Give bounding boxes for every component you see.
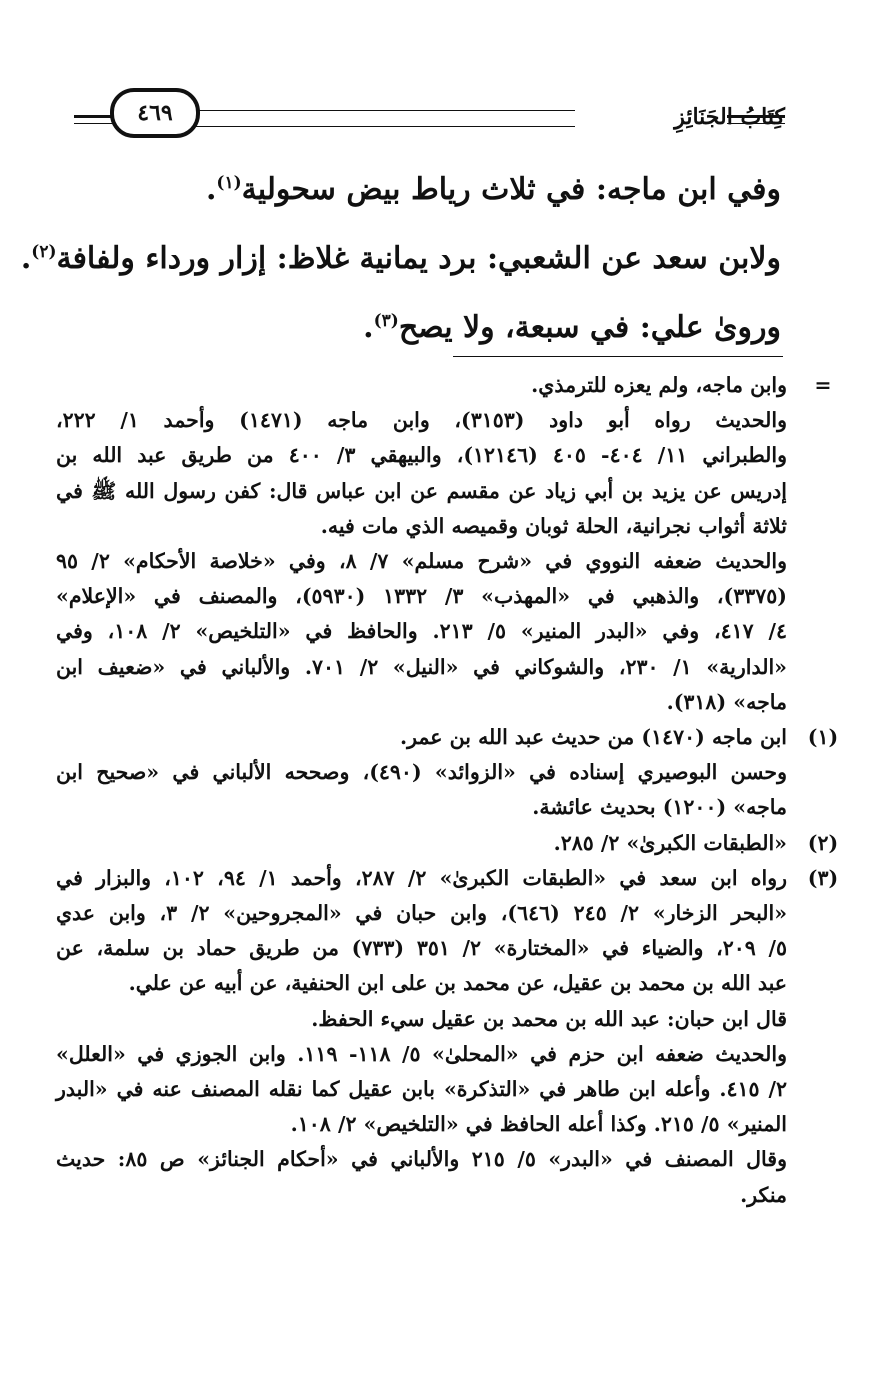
footnote-line [56,755,787,790]
footnote-text: والطبراني ١١/ ٤٠٤- ٤٠٥ (١٢١٤٦)، والبيهقي ٣/ ٤٠٠ من طريق عبد الله بن [56,443,787,468]
running-title: كِتَابُ الجَنَائِزِ [674,104,785,130]
footnote-line [56,1107,787,1142]
footnote-line [56,1142,787,1177]
footnote-text: ٤/ ٤١٧، وفي «البدر المنير» ٥/ ٢١٣. والحافظ في «التلخيص» ٢/ ١٠٨، وفي [56,619,788,644]
footnote-line [56,790,787,825]
footnote-line [56,685,787,720]
main-line-end: . [363,310,374,345]
footnote-text: المنير» ٥/ ٢١٥. وكذا أعله الحافظ في «التلخيص» ٢/ ١٠٨. [290,1112,787,1137]
footnote-marker: (١) [807,725,839,750]
footnote-line [56,1002,787,1037]
footnote-line [56,826,839,861]
footnote-line [56,720,839,755]
footnote-line [56,368,832,403]
header-rule-middle-lower [195,126,575,127]
footnote-text: (٣٣٧٥)، والذهبي في «المهذب» ٣/ ١٣٣٢ (٥٩٣٠)، والمصنف في «الإعلام» [56,584,787,609]
footnote-line [56,1037,787,1072]
footnote-text: ٥/ ٢٠٩، والضياء في «المختارة» ٢/ ٣٥١ (٧٣٣) من طريق حماد بن سلمة، عن [56,936,788,961]
main-line [60,290,781,359]
footnote-reference: (٢) [31,242,57,262]
footnote-text: إدريس عن يزيد بن أبي زياد عن مقسم عن ابن عباس قال: كفن رسول الله ﷺ في [56,478,787,503]
footnote-line [56,861,839,896]
footnote-line [56,650,787,685]
footnote-marker: (٢) [807,830,839,855]
main-line-text: وروىٰ علي: في سبعة، ولا يصح [398,310,781,345]
footnote-line [56,474,787,509]
main-line-end: . [205,172,217,207]
footnote-text: منكر. [740,1182,787,1207]
footnote-line [56,544,787,579]
header-rule-left [74,115,114,118]
footnote-line [56,1072,787,1107]
main-line [60,152,781,221]
footnote-line [56,896,787,931]
footnote-line [56,1178,787,1213]
footnote-text: ماجه» (١٢٠٠) بحديث عائشة. [532,795,787,820]
footnote-line [56,931,787,966]
main-line [20,221,781,290]
footnote-text: ثلاثة أثواب نجرانية، الحلة ثوبان وقميصه الذي مات فيه. [320,513,787,538]
footnote-line [56,438,787,473]
footnote-line [56,403,787,438]
footnote-text: ابن ماجه (١٤٧٠) من حديث عبد الله بن عمر. [399,725,787,750]
footnote-text: ٢/ ٤١٥. وأعله ابن طاهر في «التذكرة» بابن عقيل كما نقله المصنف عنه في «البدر [56,1077,787,1102]
footnotes [56,368,839,1213]
main-line-text: ولابن سعد عن الشعبي: برد يمانية غلاظ: إزار ورداء ولفافة [56,241,781,276]
footnote-text: «الطبقات الكبرىٰ» ٢/ ٢٨٥. [553,830,787,855]
footnote-marker: = [814,373,832,397]
footnote-line [56,966,787,1001]
main-line-end: . [20,241,32,276]
footnote-text: والحديث ضعفه ابن حزم في «المحلىٰ» ٥/ ١١٨- ١١٩. وابن الجوزي في «العلل» [56,1041,787,1066]
footnote-marker: (٣) [807,865,839,890]
footnote-text: عبد الله بن محمد بن عقيل، عن محمد بن على ابن الحنفية، عن أبيه عن علي. [128,971,787,996]
header-rule-middle [195,110,575,111]
footnote-text: «الدارية» ١/ ٢٣٠، والشوكاني في «النيل» ٢/ ٧٠١. والألباني في «ضعيف ابن [56,654,787,679]
footnote-line [56,614,787,649]
footnote-text: وحسن البوصيري إسناده في «الزوائد» (٤٩٠)، وصححه الألباني في «صحيح ابن [56,760,787,785]
footnote-text: وابن ماجه، ولم يعزه للترمذي. [531,373,787,397]
footnote-text: قال ابن حبان: عبد الله بن محمد بن عقيل سيء الحفظ. [311,1006,787,1031]
page-number: ٤٦٩ [110,88,200,138]
main-text [20,152,781,359]
footnote-line [56,509,787,544]
footnote-text: رواه ابن سعد في «الطبقات الكبرىٰ» ٢/ ٢٨٧، وأحمد ١/ ٩٤، ١٠٢، والبزار في [56,865,788,890]
footnote-text: والحديث رواه أبو داود (٣١٥٣)، وابن ماجه (١٤٧١) وأحمد ١/ ٢٢٢، [56,408,787,433]
footnote-separator [453,356,783,357]
header-rule-left-thin [74,123,114,124]
footnote-reference: (٣) [373,311,399,331]
footnote-text: «البحر الزخار» ٢/ ٢٤٥ (٦٤٦)، وابن حبان في «المجروحين» ٢/ ٣، وابن عدي [56,901,788,926]
footnote-text: والحديث ضعفه النووي في «شرح مسلم» ٧/ ٨، وفي «خلاصة الأحكام» ٢/ ٩٥ [56,549,788,574]
footnote-text: ماجه» (٣١٨). [666,689,787,714]
footnote-text: وقال المصنف في «البدر» ٥/ ٢١٥ والألباني في «أحكام الجنائز» ص ٨٥: حديث [56,1147,787,1172]
footnote-line [56,579,787,614]
main-line-text: وفي ابن ماجه: في ثلاث رياط بيض سحولية [241,172,781,207]
footnote-reference: (١) [216,173,242,193]
